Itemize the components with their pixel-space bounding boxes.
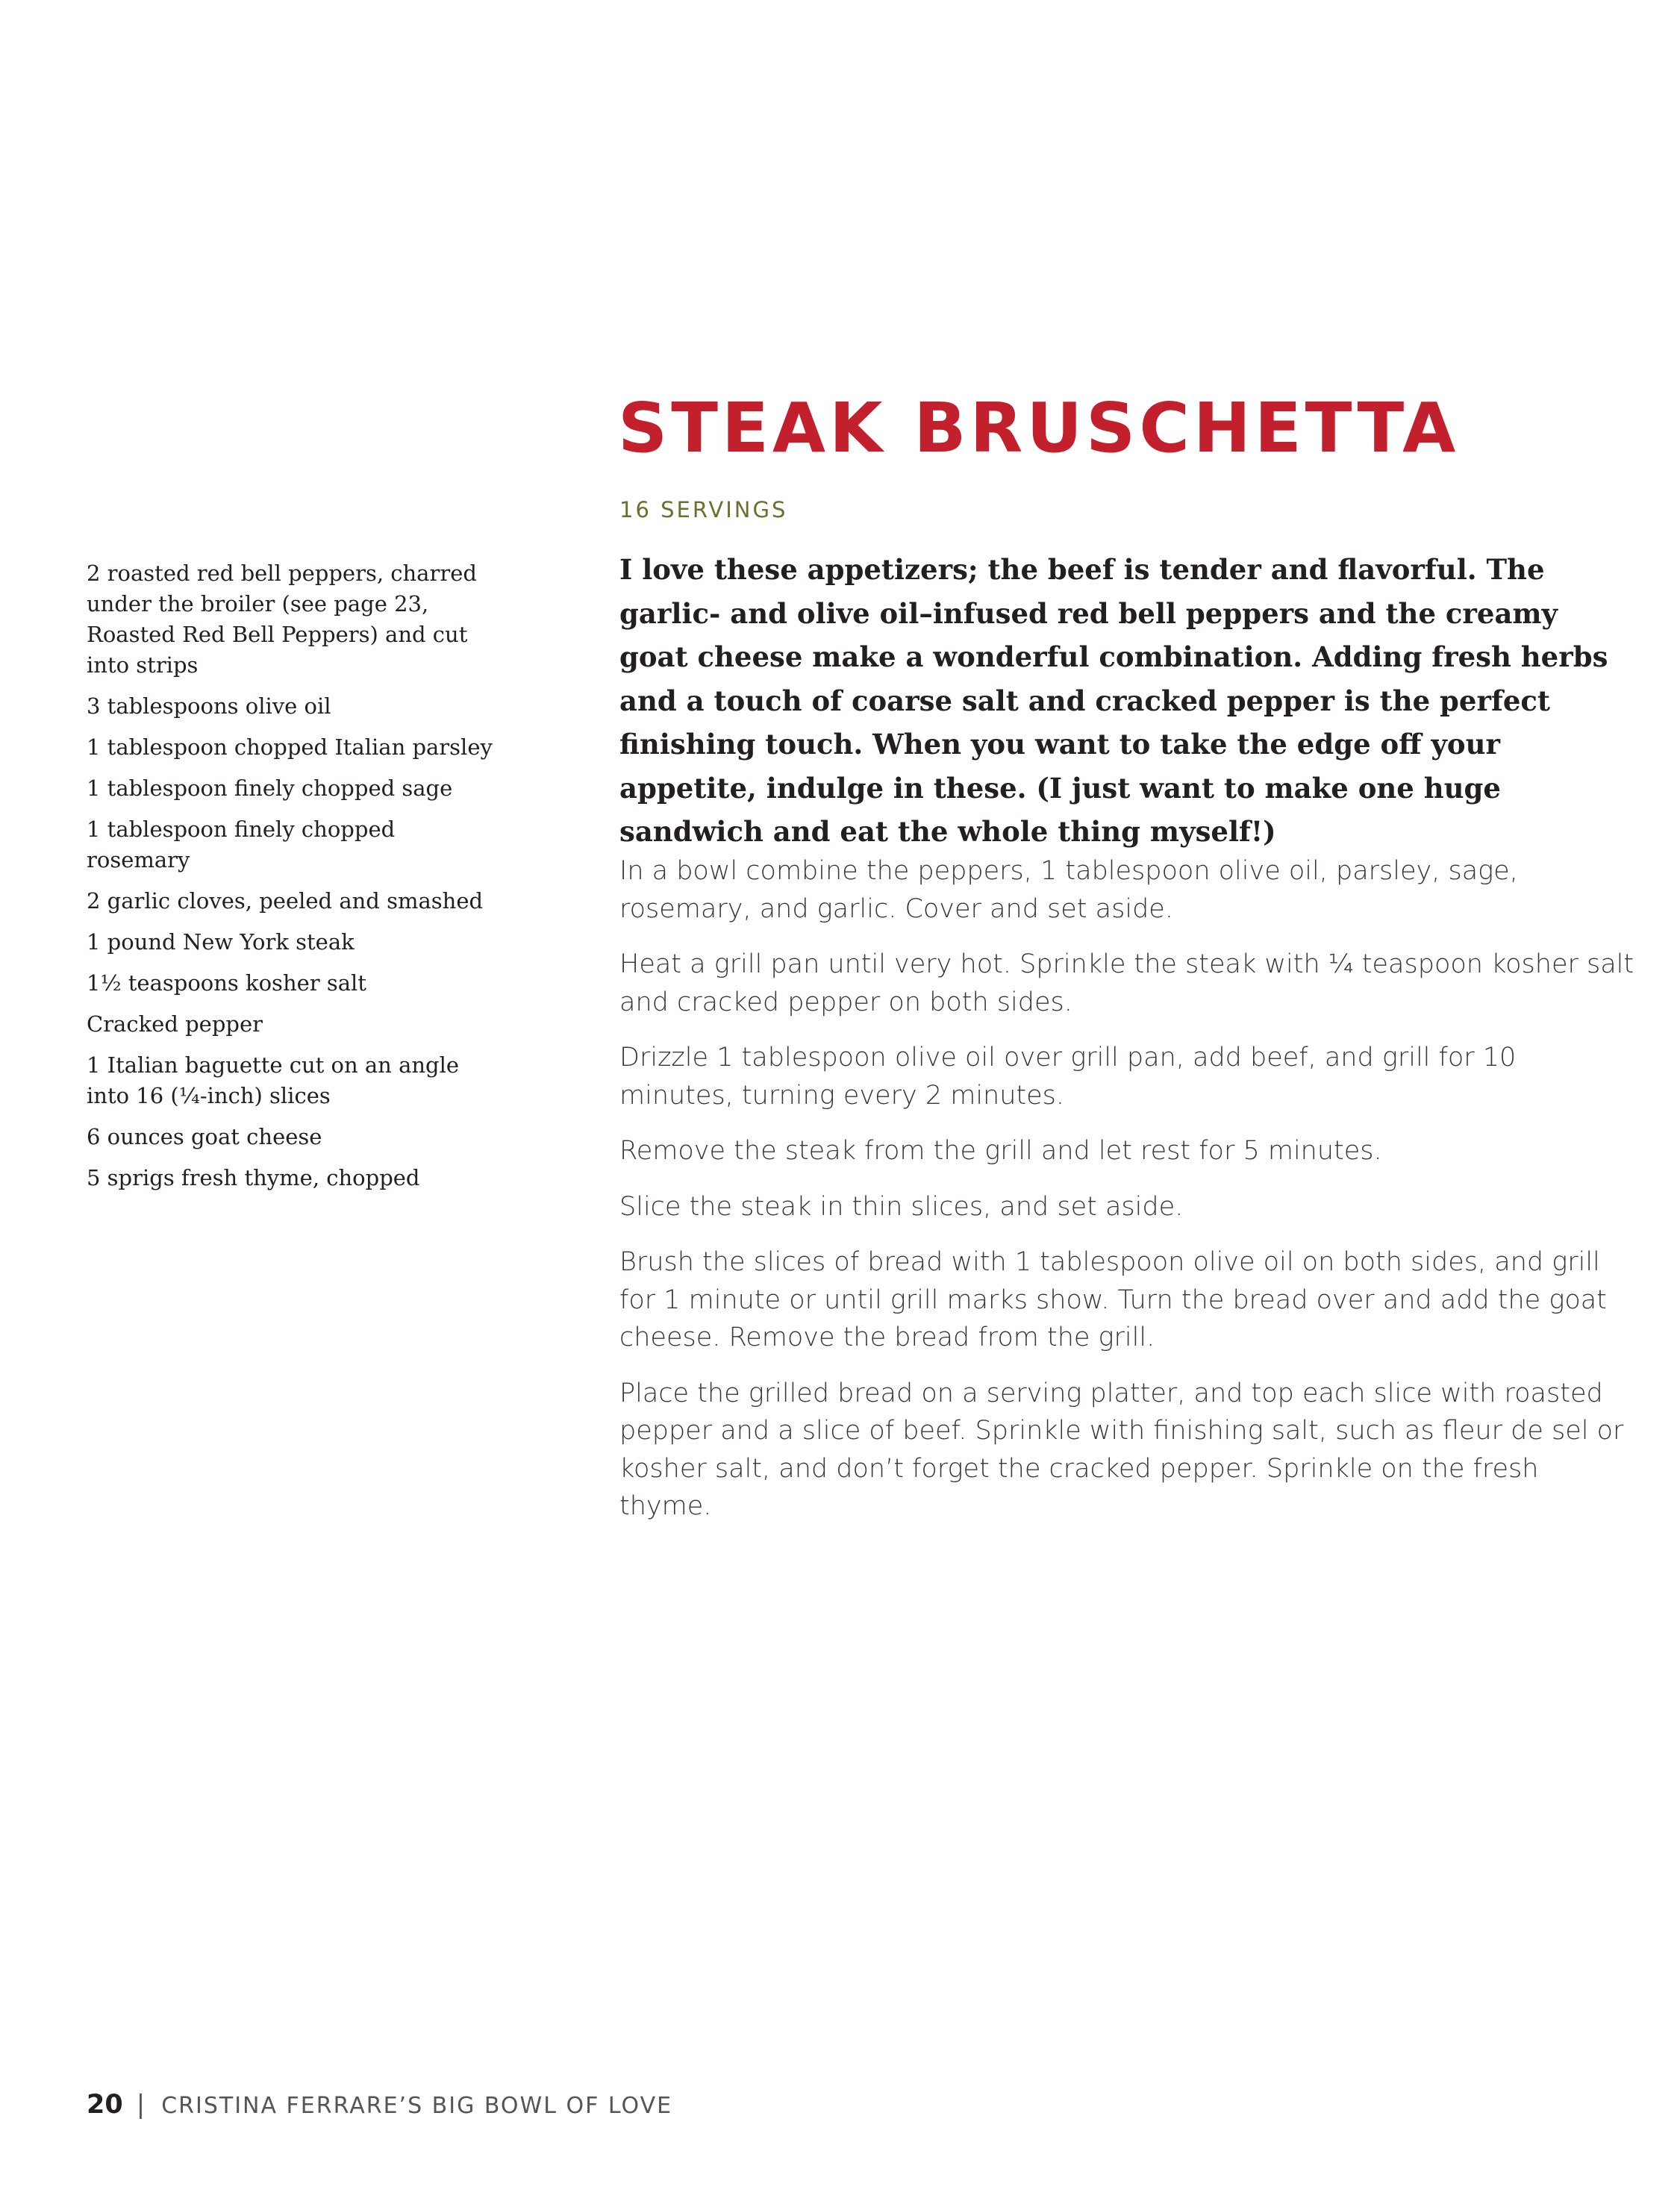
ingredient-item: 3 tablespoons olive oil: [87, 693, 331, 719]
ingredient-item: 5 sprigs fresh thyme, chopped: [87, 1165, 420, 1190]
ingredient-item: 1 tablespoon finely chopped sage: [87, 775, 453, 801]
page-footer: [87, 2092, 672, 2118]
footer-separator: |: [136, 2090, 146, 2120]
recipe-step: Brush the slices of bread with 1 tablespoon olive oil on both sides, and grill for 1 minute or until grill marks show. Turn the bread over and add the goat cheese. Remove the bread from the grill.: [619, 1247, 1607, 1352]
ingredient-item: 1 Italian baguette cut on an angle into 16 (¼-inch) slices: [87, 1052, 460, 1108]
recipe-intro: I love these appetizers; the beef is tender and flavorful. The garlic- and olive oil–infused red bell peppers and the creamy goat cheese make a wonderful combination. Adding fresh herbs and a touch of coarse salt and cracked pepper is the perfect finishing touch. When you want to take the edge off your appetite, indulge in these. (I just want to make one huge sandwich and eat the whole thing myself!): [619, 553, 1608, 848]
recipe-step: In a bowl combine the peppers, 1 tablespoon olive oil, parsley, sage, rosemary, and garlic. Cover and set aside.: [619, 856, 1518, 924]
servings-label: 16 SERVINGS: [619, 497, 788, 522]
ingredient-item: 2 garlic cloves, peeled and smashed: [87, 888, 484, 914]
recipe-step: Slice the steak in thin slices, and set aside.: [619, 1191, 1184, 1222]
recipe-step: Place the grilled bread on a serving platter, and top each slice with roasted pepper and a slice of beef. Sprinkle with finishing salt, such as fleur de sel or kosher salt, and don’t forget the cracked pepper. Sprinkle on the fresh thyme.: [619, 1378, 1624, 1521]
ingredient-item: 1 tablespoon finely chopped rosemary: [87, 817, 396, 872]
recipe-title: STEAK BRUSCHETTA: [618, 388, 1460, 468]
book-title: CRISTINA FERRARE’S BIG BOWL OF LOVE: [161, 2093, 673, 2119]
ingredient-item: 1 tablespoon chopped Italian parsley: [87, 734, 493, 760]
ingredient-item: 6 ounces goat cheese: [87, 1124, 322, 1149]
ingredients-list: [87, 558, 505, 1204]
ingredient-item: 1 pound New York steak: [87, 929, 355, 955]
ingredient-item: 2 roasted red bell peppers, charred under the broiler (see page 23, Roasted Red Bell Peppers) and cut into strips: [87, 561, 477, 678]
recipe-steps: [619, 852, 1634, 1543]
recipe-step: Heat a grill pan until very hot. Sprinkle the steak with ¼ teaspoon kosher salt and cracked pepper on both sides.: [619, 949, 1634, 1017]
recipe-step: Drizzle 1 tablespoon olive oil over grill pan, add beef, and grill for 10 minutes, turning every 2 minutes.: [619, 1043, 1517, 1111]
page-number: 20: [87, 2090, 123, 2120]
ingredient-item: Cracked pepper: [87, 1011, 263, 1037]
recipe-step: Remove the steak from the grill and let rest for 5 minutes.: [619, 1136, 1382, 1166]
ingredient-item: 1½ teaspoons kosher salt: [87, 970, 366, 996]
